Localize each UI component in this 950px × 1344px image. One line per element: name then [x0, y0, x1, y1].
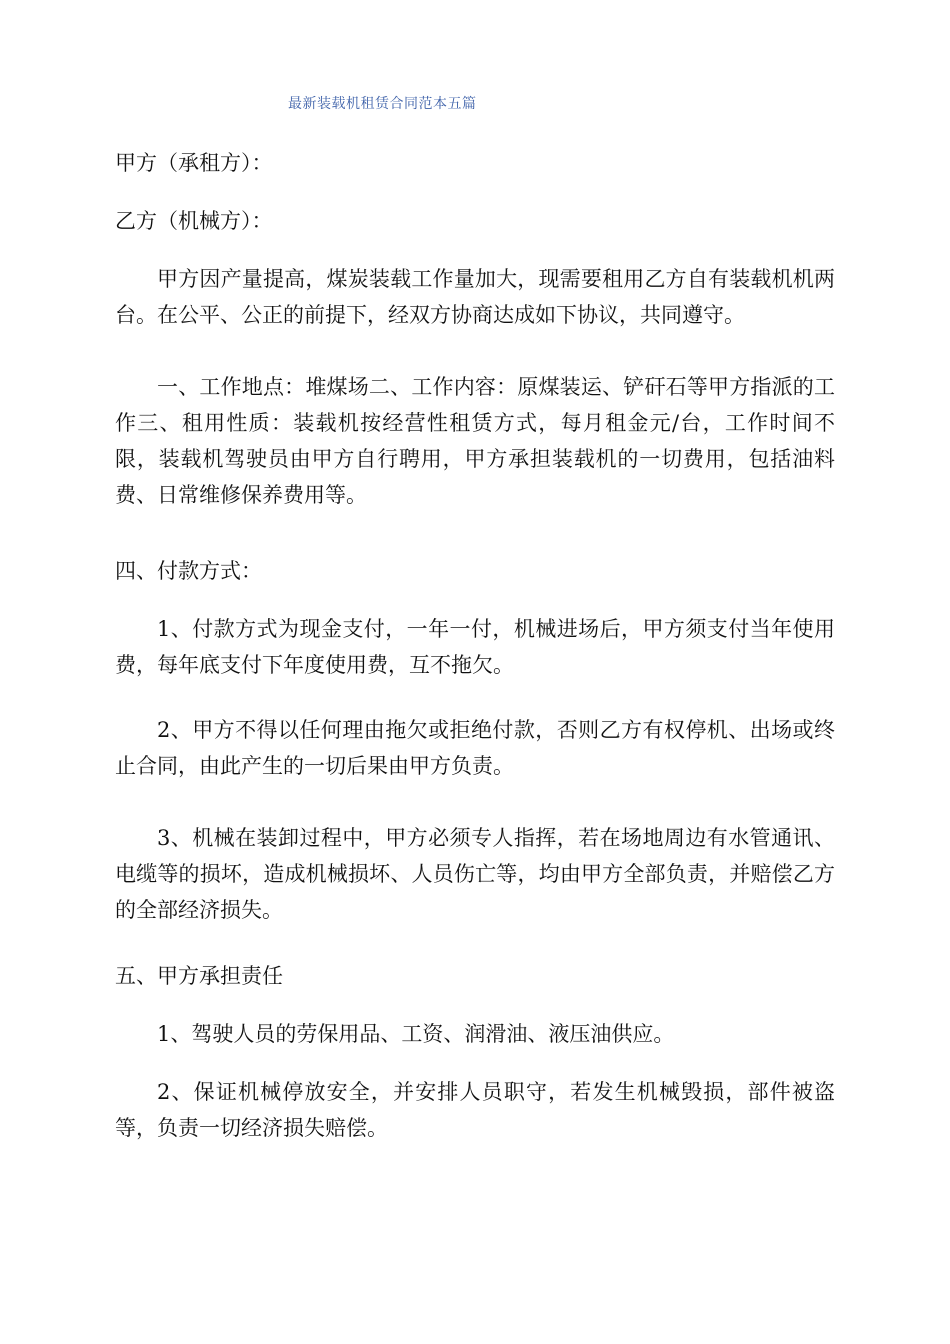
party-b-line: 乙方（机械方）：	[115, 209, 273, 233]
party-a-line: 甲方（承租方）：	[115, 151, 273, 175]
section-payment-heading: 四、付款方式：	[115, 559, 262, 583]
preamble-paragraph: 甲方因产量提高，煤炭装载工作量加大，现需要租用乙方自有装载机机两台。在公平、公正的前提下，经双方协商达成如下协议，共同遵守。	[115, 267, 835, 327]
responsibility-clause-1: 1、驾驶人员的劳保用品、工资、润滑油、液压油供应。	[157, 1022, 675, 1046]
section-responsibility-heading: 五、甲方承担责任	[115, 964, 283, 988]
responsibility-clause-2: 2、保证机械停放安全，并安排人员职守，若发生机械毁损，部件被盗等，负责一切经济损失赔偿。	[115, 1080, 835, 1140]
payment-clause-3: 3、机械在装卸过程中，甲方必须专人指挥，若在场地周边有水管通讯、电缆等的损坏，造成机械损坏、人员伤亡等，均由甲方全部负责，并赔偿乙方的全部经济损失。	[115, 826, 835, 922]
work-terms-paragraph: 一、工作地点：堆煤场二、工作内容：原煤装运、铲矸石等甲方指派的工作三、租用性质：装载机按经营性租赁方式，每月租金元/台，工作时间不限，装载机驾驶员由甲方自行聘用，甲方承担装载机的一切费用，包括油料费、日常维修保养费用等。	[115, 375, 835, 507]
payment-clause-2: 2、甲方不得以任何理由拖欠或拒绝付款，否则乙方有权停机、出场或终止合同，由此产生的一切后果由甲方负责。	[115, 718, 835, 778]
payment-clause-1: 1、付款方式为现金支付，一年一付，机械进场后，甲方须支付当年使用费，每年底支付下年度使用费，互不拖欠。	[115, 617, 835, 677]
document-title: 最新装载机租赁合同范本五篇	[288, 96, 477, 112]
